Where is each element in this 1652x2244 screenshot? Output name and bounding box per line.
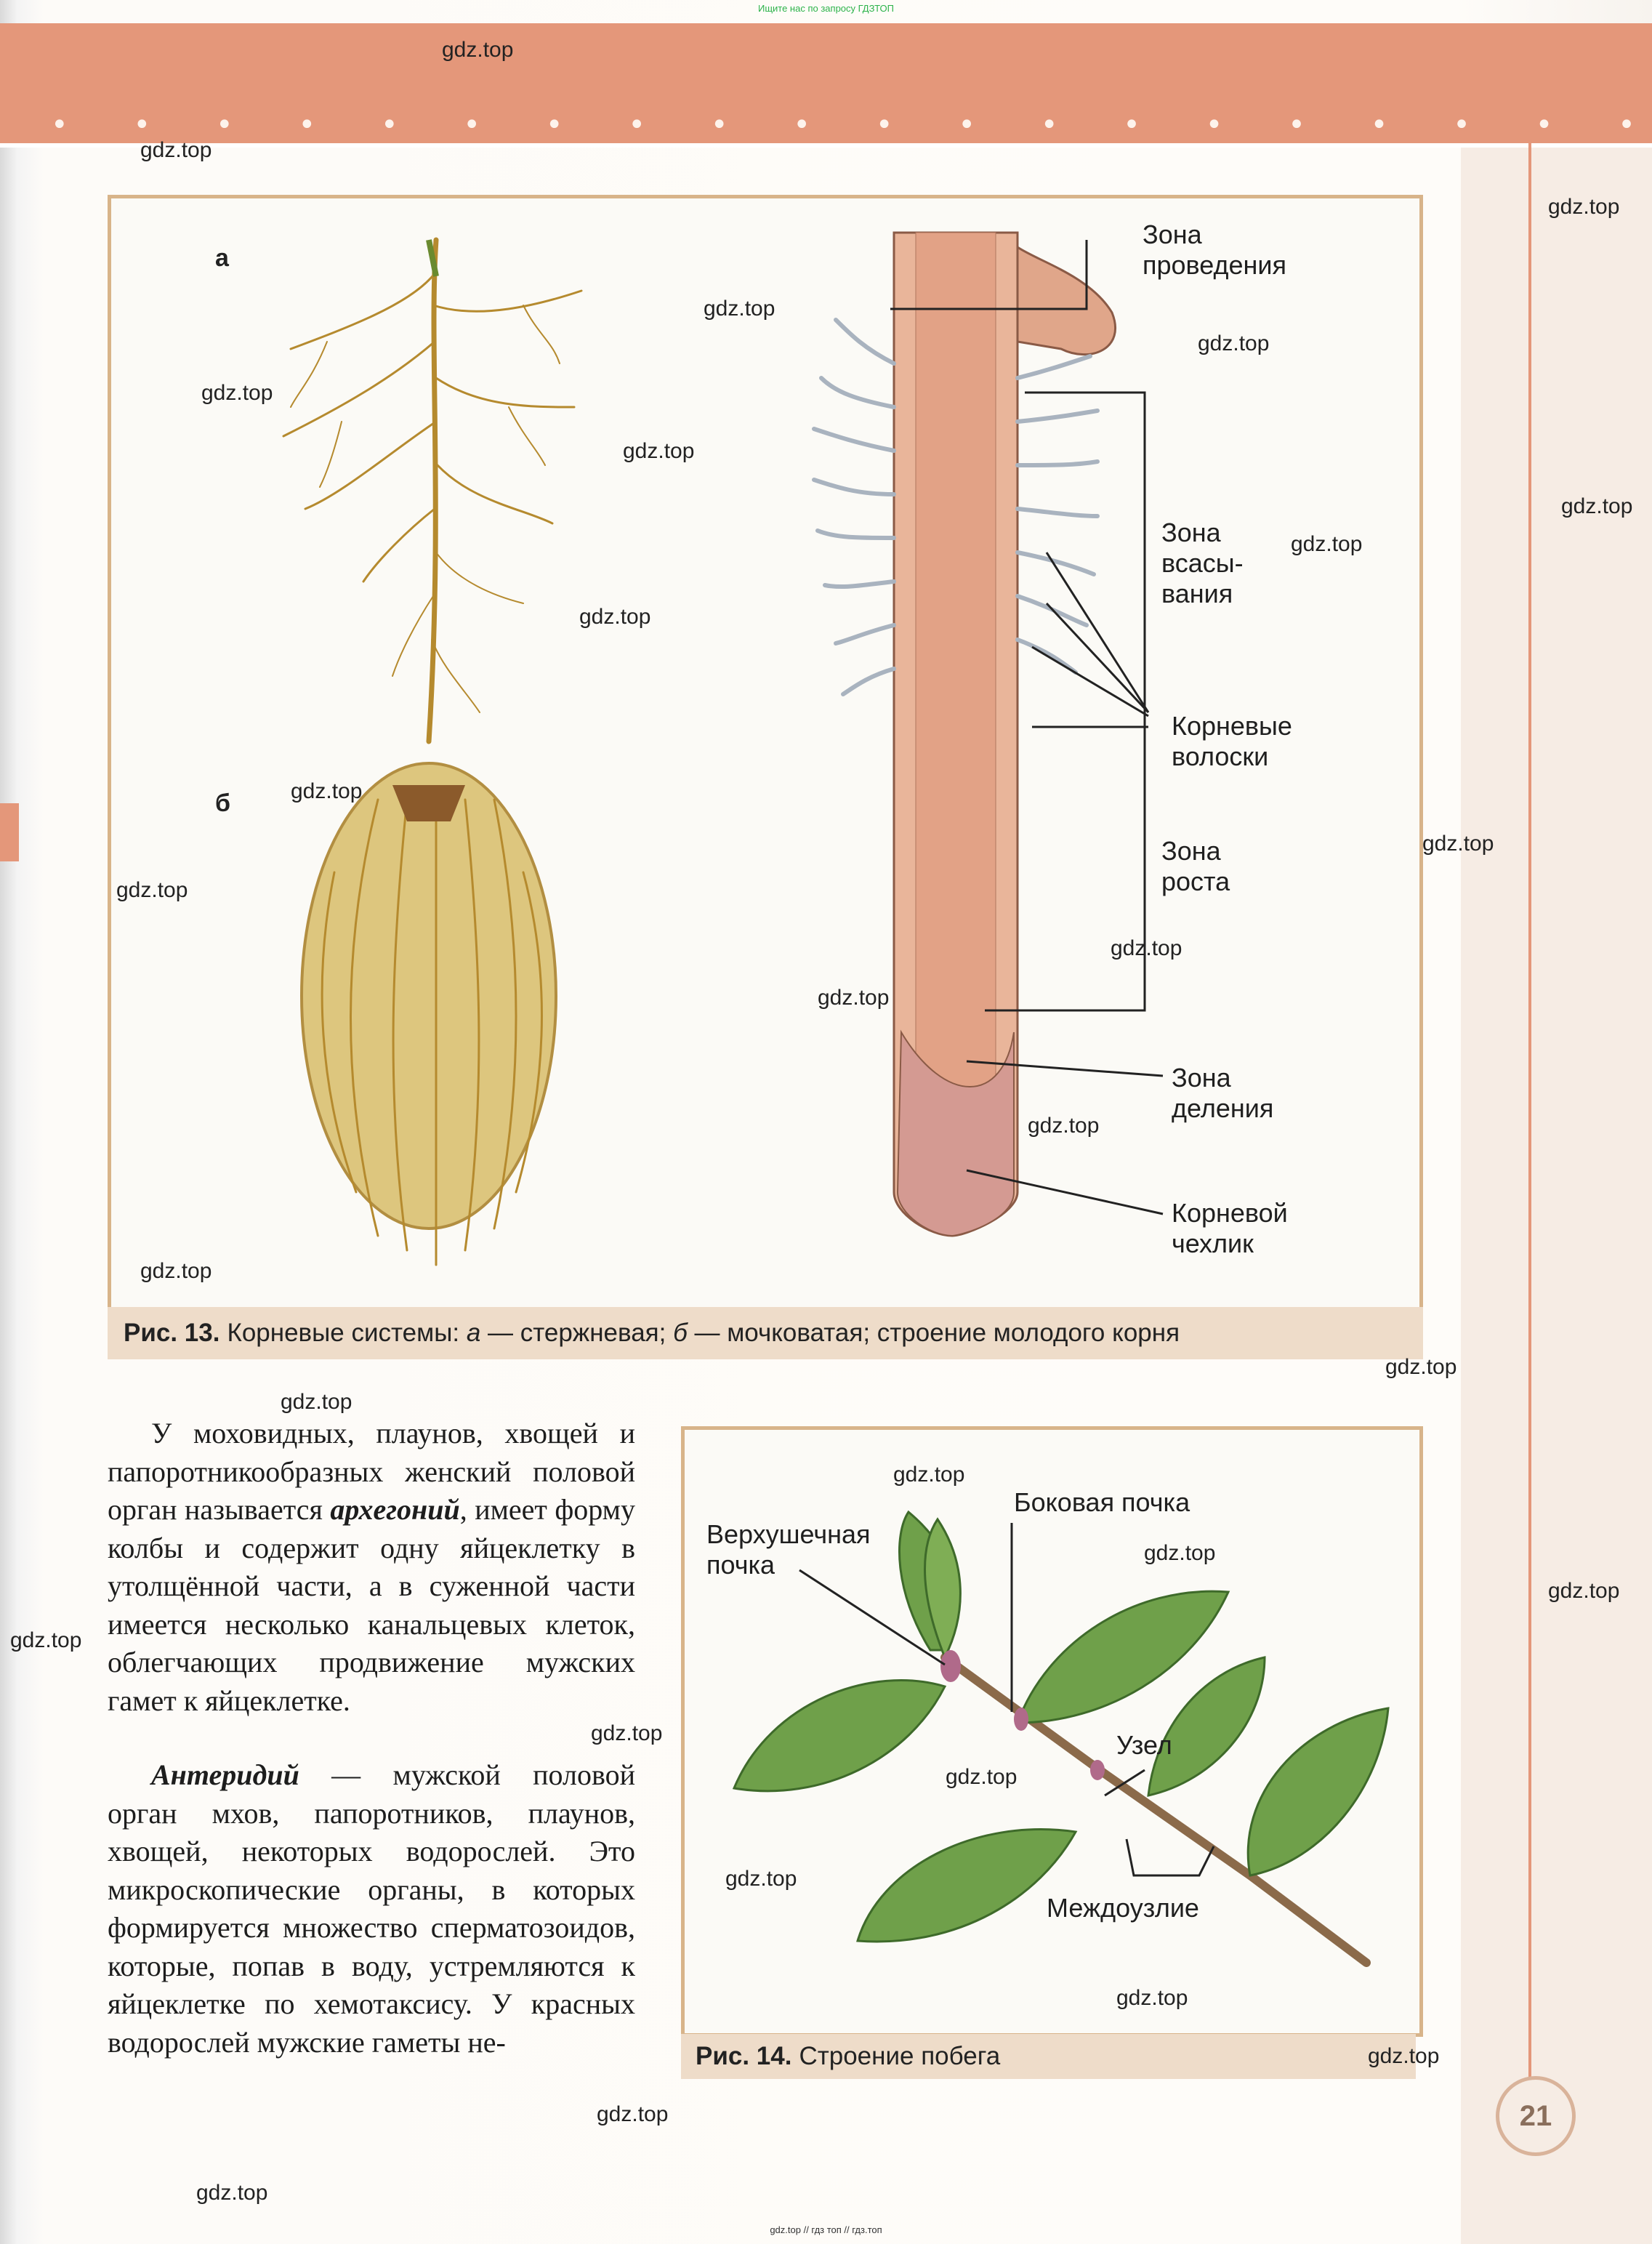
watermark: gdz.top	[1291, 532, 1363, 556]
bird-icon: •	[380, 108, 398, 142]
watermark: gdz.top	[623, 439, 695, 463]
label-apical-bud: Верхушечная почка	[706, 1519, 871, 1580]
watermark: gdz.top	[1561, 494, 1633, 518]
label-absorption-zone: Зона всасы- вания	[1161, 518, 1244, 608]
watermark: gdz.top	[1144, 1541, 1216, 1565]
dolphin-icon: •	[1453, 108, 1470, 142]
rodent-icon: •	[51, 108, 68, 142]
bull-icon: •	[793, 108, 810, 142]
bird-icon: •	[1370, 108, 1388, 142]
fish-icon: •	[463, 108, 481, 142]
watermark: gdz.top	[201, 381, 273, 405]
watermark: gdz.top	[1116, 1986, 1188, 2010]
label-root-hairs: Корневые волоски	[1172, 711, 1292, 771]
horse-icon: •	[1288, 108, 1305, 142]
figure-14-caption: Рис. 14. Строение побега	[681, 2034, 1416, 2079]
watermark: gdz.top	[597, 2102, 669, 2126]
watermark: gdz.top	[196, 2181, 268, 2205]
beaver-icon: •	[1123, 108, 1140, 142]
figure-13-letter-a: а	[215, 244, 229, 272]
paragraph-antheridium: Антеридий — мужской половой орган мхов, папоротников, плаунов, хвощей, некоторых водорослей. Это микроскопические органы, в которых формируется множество сперматозоидов, которые, попав в воду, устремляются к яйцеклетке по хемотаксису. У красных водорослей мужские гаметы не-	[108, 1758, 635, 2059]
watermark: gdz.top	[1548, 1579, 1620, 1603]
watermark: gdz.top	[10, 1628, 82, 1652]
watermark: gdz.top	[116, 878, 188, 902]
watermark: gdz.top	[725, 1867, 797, 1891]
deer-icon: •	[1535, 108, 1553, 142]
watermark: gdz.top	[1422, 832, 1494, 856]
page-number: 21	[1496, 2076, 1576, 2156]
watermark: gdz.top	[140, 1259, 212, 1283]
watermark: gdz.top	[291, 779, 363, 803]
label-conduction-zone: Зона проведения	[1143, 220, 1286, 280]
watermark: gdz.top	[818, 986, 890, 1010]
watermark: gdz.top	[893, 1463, 965, 1487]
watermark: gdz.top	[1198, 331, 1270, 355]
deer-icon: •	[545, 108, 563, 142]
watermark: gdz.top	[1028, 1114, 1100, 1138]
top-notice: Ищите нас по запросу ГДЗТОП	[757, 3, 894, 14]
label-growth-zone: Зона роста	[1161, 836, 1230, 896]
label-node: Узел	[1116, 1730, 1172, 1760]
label-division-zone: Зона деления	[1172, 1063, 1274, 1123]
butterfly-icon: •	[1040, 108, 1058, 142]
label-internode: Междоузлие	[1047, 1893, 1199, 1923]
watermark: gdz.top	[1548, 195, 1620, 219]
bird-icon: •	[958, 108, 975, 142]
kangaroo-icon: •	[875, 108, 893, 142]
watermark: gdz.top	[946, 1765, 1018, 1789]
watermark: gdz.top	[281, 1390, 352, 1414]
watermark: gdz.top	[1111, 936, 1182, 960]
insect-icon: •	[710, 108, 728, 142]
figure-13-caption: Рис. 13. Корневые системы: а — стержневая; б — мочковатая; строение молодого корня	[108, 1307, 1423, 1359]
figure-13-letter-b: б	[215, 789, 231, 817]
watermark: gdz.top	[1368, 2044, 1440, 2068]
watermark: gdz.top	[442, 38, 514, 62]
paragraph-archegonium: У моховидных, плаунов, хвощей и папоротникообразных женский половой орган называется архегоний, имеет форму колбы и содержит одну яйцеклетку в утолщённой части, а в суженной части имеется несколько канальцевых клеток, облегчающих продвижение мужских гамет к яйцеклетке.	[108, 1417, 635, 1717]
bird-icon: •	[133, 108, 151, 142]
label-lateral-bud: Боковая почка	[1014, 1487, 1190, 1517]
watermark: gdz.top	[704, 297, 775, 321]
horse-icon: •	[298, 108, 316, 142]
watermark: gdz.top	[1385, 1355, 1457, 1379]
watermark: gdz.top	[579, 605, 651, 629]
watermark: gdz.top	[140, 138, 212, 162]
heron-icon: •	[628, 108, 645, 142]
watermark: gdz.top	[591, 1721, 663, 1745]
label-root-cap: Корневой чехлик	[1172, 1198, 1288, 1258]
lizard-icon: •	[215, 108, 233, 142]
heron-icon: •	[1618, 108, 1635, 142]
scorpion-icon: •	[1205, 108, 1223, 142]
bottom-notice: gdz.top // гдз топ // гдз.топ	[770, 2224, 882, 2235]
